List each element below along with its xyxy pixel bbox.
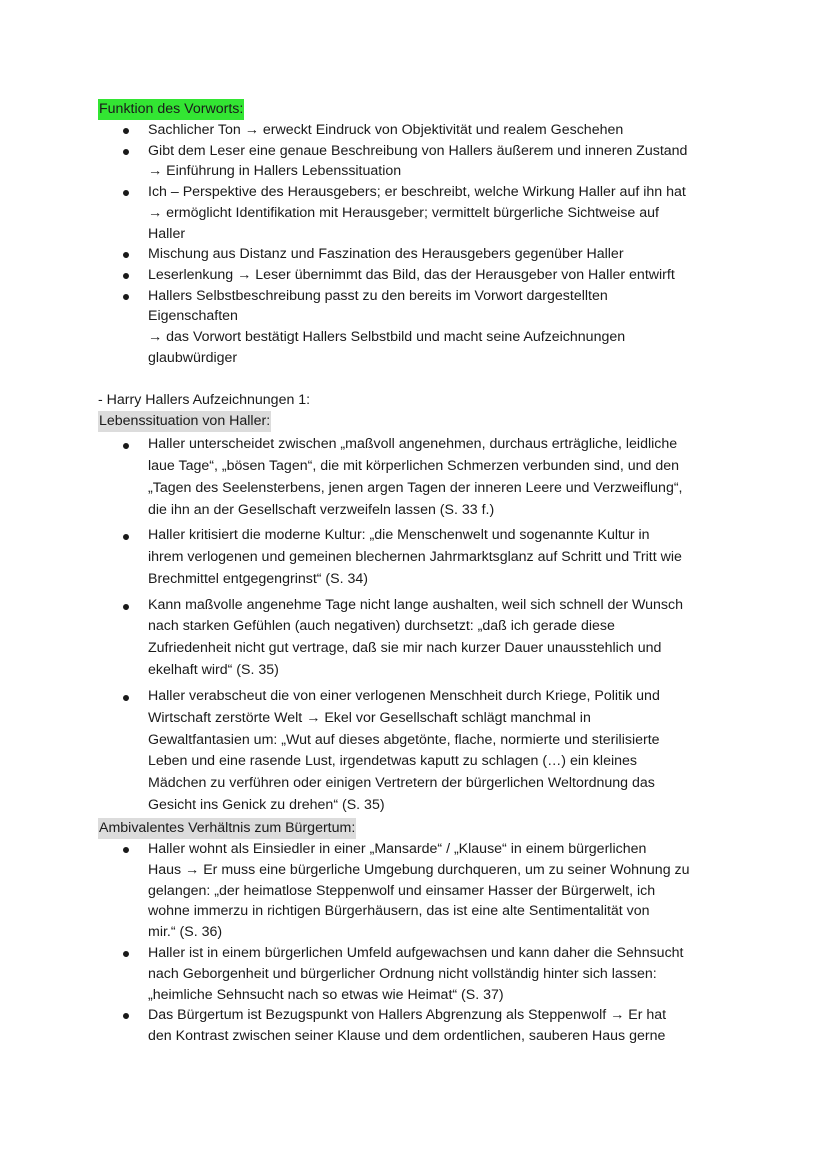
- list-item-line: Mischung aus Distanz und Faszination des Herausgebers gegenüber Haller: [148, 246, 624, 263]
- bullet-list: [98, 839, 738, 1047]
- list-item: [98, 182, 738, 244]
- list-item-line: Brechmittel entgegengrinst“ (S. 34): [148, 571, 369, 588]
- list-item: [98, 525, 738, 591]
- list-item-line: Haller verabscheut die von einer verlogenen Menschheit durch Kriege, Politik und: [148, 687, 660, 704]
- list-item: [98, 434, 738, 522]
- list-item-line: Ich – Perspektive des Herausgebers; er beschreibt, welche Wirkung Haller auf ihn hat: [148, 184, 686, 201]
- list-item: [98, 265, 738, 286]
- section-heading: Funktion des Vorworts:: [98, 99, 244, 120]
- list-item-line: Leserlenkung → Leser übernimmt das Bild, das der Herausgeber von Haller entwirft: [148, 266, 675, 283]
- list-item-line: Haller wohnt als Einsiedler in einer „Mansarde“ / „Klause“ in einem bürgerlichen: [148, 841, 647, 857]
- list-item-line: Gewaltfantasien um: „Wut auf dieses abgetönte, flache, normierte und sterilisierte: [148, 731, 660, 748]
- list-item-line: den Kontrast zwischen seiner Klause und dem ordentlichen, sauberen Haus gerne: [148, 1028, 666, 1045]
- subsection-intro: - Harry Hallers Aufzeichnungen 1:: [98, 392, 311, 408]
- list-item-line: Haller kritisiert die moderne Kultur: „die Menschenwelt und sogenannte Kultur in: [148, 527, 650, 544]
- list-item: [98, 943, 738, 1005]
- list-item-line: Leben und eine rasende Lust, irgendetwas kaputt zu schlagen (…) ein kleines: [148, 753, 637, 770]
- list-item-line: Gibt dem Leser eine genaue Beschreibung von Hallers äußerem und inneren Zustand: [148, 142, 688, 159]
- list-item-line: laue Tage“, „bösen Tagen“, die mit körperlichen Schmerzen verbunden sind, und den: [148, 457, 680, 474]
- list-item-line: mir.“ (S. 36): [148, 924, 223, 941]
- list-item-line: „heimliche Sehnsucht nach so etwas wie Heimat“ (S. 37): [148, 986, 504, 1003]
- list-item-line: Kann maßvolle angenehme Tage nicht lange aushalten, weil sich schnell der Wunsch: [148, 596, 683, 613]
- bullet-list: [98, 434, 738, 817]
- list-item: [98, 686, 738, 817]
- section-buergertum: [98, 818, 738, 1047]
- list-item-line: → Einführung in Hallers Lebenssituation: [148, 163, 402, 180]
- section-heading: Ambivalentes Verhältnis zum Bürgertum:: [98, 818, 356, 839]
- list-item-line: gelangen: „der heimatlose Steppenwolf und einsamer Hasser der Bürgerwelt, ich: [148, 882, 656, 899]
- list-item-line: wohne immerzu in richtigen Bürgerhäusern, das ist eine alte Sentimentalität von: [148, 903, 650, 920]
- list-item-line: „Tagen des Seelensterbens, jenen argen Tagen der inneren Leere und Verzweiflung“,: [148, 479, 683, 496]
- list-item-line: Haus → Er muss eine bürgerliche Umgebung durchqueren, um zu seiner Wohnung zu: [148, 861, 690, 878]
- list-item-line: die ihn an der Gesellschaft verzweifeln lassen (S. 33 f.): [148, 501, 495, 518]
- list-item: [98, 286, 738, 369]
- list-item: [98, 141, 738, 182]
- list-item-line: nach starken Gefühlen (auch negativen) durchsetzt: „daß ich gerade diese: [148, 618, 615, 635]
- list-item-line: Haller ist in einem bürgerlichen Umfeld aufgewachsen und kann daher die Sehnsucht: [148, 944, 684, 961]
- list-item-line: Haller: [148, 225, 186, 242]
- list-item-line: glaubwürdiger: [148, 349, 238, 366]
- list-item: [98, 244, 738, 265]
- list-item-line: Zufriedenheit nicht gut vertrage, daß sie mir nach kurzer Dauer unausstehlich und: [148, 640, 662, 657]
- list-item-line: Haller unterscheidet zwischen „maßvoll angenehmen, durchaus erträgliche, leidliche: [148, 436, 678, 452]
- section-heading: Lebenssituation von Haller:: [98, 411, 271, 432]
- list-item-line: ihrem verlogenen und gemeinen blechernen Jahrmarktsglanz auf Schritt und Tritt wie: [148, 549, 682, 566]
- list-item-line: Eigenschaften: [148, 308, 238, 325]
- list-item-line: Gesicht ins Genick zu drehen“ (S. 35): [148, 797, 385, 814]
- list-item: [98, 120, 738, 141]
- list-item-line: Hallers Selbstbeschreibung passt zu den bereits im Vorwort dargestellten: [148, 287, 608, 304]
- bullet-list: [98, 120, 738, 368]
- list-item-line: → das Vorwort bestätigt Hallers Selbstbild und macht seine Aufzeichnungen: [148, 329, 626, 346]
- list-item-line: Mädchen zu verführen oder einigen Vertretern der bürgerlichen Weltordnung das: [148, 775, 655, 792]
- list-item-line: nach Geborgenheit und bürgerlicher Ordnung nicht vollständig hinter sich lassen:: [148, 965, 657, 982]
- section-lebenssituation: [98, 390, 738, 821]
- list-item-line: Das Bürgertum ist Bezugspunkt von Hallers Abgrenzung als Steppenwolf → Er hat: [148, 1007, 667, 1024]
- list-item-line: → ermöglicht Identifikation mit Herausgeber; vermittelt bürgerliche Sichtweise auf: [148, 204, 659, 221]
- list-item-line: Wirtschaft zerstörte Welt → Ekel vor Gesellschaft schlägt manchmal in: [148, 709, 591, 726]
- list-item-line: Sachlicher Ton → erweckt Eindruck von Objektivität und realem Geschehen: [148, 122, 624, 138]
- list-item: [98, 839, 738, 943]
- list-item-line: ekelhaft wird“ (S. 35): [148, 662, 279, 679]
- list-item: [98, 595, 738, 683]
- list-item: [98, 1005, 738, 1047]
- section-funktion-vorwort: [98, 99, 738, 368]
